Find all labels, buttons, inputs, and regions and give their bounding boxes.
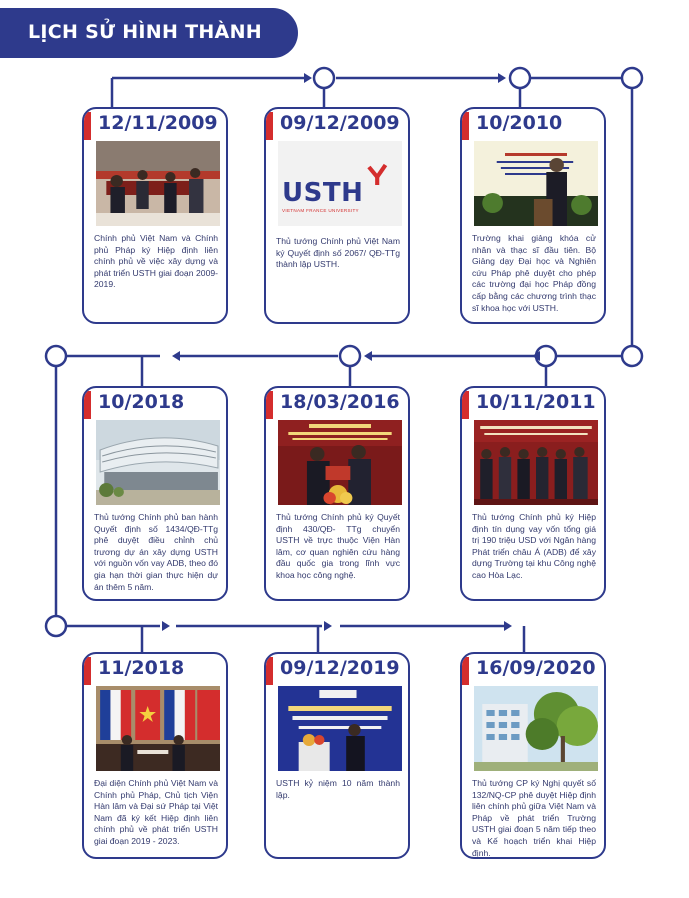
timeline-date: 10/2018 xyxy=(98,391,185,413)
timeline-node xyxy=(340,346,360,366)
loan-agreement-photo xyxy=(474,420,598,505)
timeline-node xyxy=(622,346,642,366)
usth-logo-subtitle: VIETNAM FRANCE UNIVERSITY xyxy=(282,208,359,213)
timeline-description: Thủ tướng CP ký Nghị quyết số 132/NQ-CP phê duyệt Hiệp định liên chính phủ giữa Việt Nam và Pháp về phát triển Trường USTH giai đoạn 5 năm tiếp theo và Kế hoạch triển khai Hiệp định. xyxy=(472,778,596,858)
timeline-description: Chính phủ Việt Nam và Chính phủ Pháp ký Hiệp định liên chính phủ về việc xây dựng và phát triển USTH giai đoạn 2009-2019. xyxy=(94,233,218,290)
timeline-date: 11/2018 xyxy=(98,657,185,679)
arrow-left-icon xyxy=(172,351,180,361)
opening-ceremony-photo xyxy=(474,141,598,226)
arrow-left-icon xyxy=(364,351,372,361)
flags-signing-photo xyxy=(96,686,220,771)
timeline-node xyxy=(46,346,66,366)
arrow-right-icon xyxy=(504,621,512,631)
usth-logo-text: USTH xyxy=(282,178,364,208)
handover-ceremony-photo xyxy=(278,420,402,505)
timeline-description: Thủ tướng Chính phủ ký Quyết định 430/QĐ- TTg chuyển USTH về trực thuộc Viện Hàn lâm, cơ quan nghiên cứu hàng đầu quốc gia trong lĩnh vực khoa học công nghệ. xyxy=(276,512,400,580)
timeline-description: Thủ tướng Chính phủ Việt Nam ký Quyết định số 2067/ QĐ-TTg thành lập USTH. xyxy=(276,236,400,270)
timeline-date: 10/2010 xyxy=(476,112,563,134)
timeline-card xyxy=(264,652,410,859)
timeline-card xyxy=(82,386,228,601)
timeline-description: Thủ tướng Chính phủ ký Hiệp định tín dụng vay vốn tổng giá trị 190 triệu USD với Ngân hàng Phát triển châu Á (ADB) để xây dựng Trường tại khu Công nghệ cao Hòa Lạc. xyxy=(472,512,596,580)
timeline-card xyxy=(264,386,410,601)
campus-trees-photo xyxy=(474,686,598,771)
arrow-right-icon xyxy=(324,621,332,631)
signing-ceremony-photo xyxy=(96,141,220,226)
timeline-card xyxy=(460,652,606,859)
arrow-right-icon xyxy=(304,73,312,83)
timeline-description: Trường khai giảng khóa cử nhân và thạc sĩ đầu tiên. Bộ Giảng dạy Đại học và Nghiên cứu Pháp phê duyệt cho phép các trường đại học Pháp đồng cấp bằng các chương trình thạc sĩ khoa học với USTH. xyxy=(472,233,596,313)
timeline-node xyxy=(510,68,530,88)
anniversary-photo xyxy=(278,686,402,771)
timeline-date: 18/03/2016 xyxy=(280,391,400,413)
timeline-node xyxy=(622,68,642,88)
timeline-node xyxy=(314,68,334,88)
timeline-date: 16/09/2020 xyxy=(476,657,596,679)
timeline-date: 10/11/2011 xyxy=(476,391,596,413)
arrow-right-icon xyxy=(498,73,506,83)
timeline-description: Thủ tướng Chính phủ ban hành Quyết định số 1434/QĐ-TTg phê duyệt điều chỉnh chủ trương dự án xây dựng USTH với nguồn vốn vay ADB, theo đó gia hạn thời gian thực hiện dự án thêm 5 năm. xyxy=(94,512,218,592)
timeline-card xyxy=(82,107,228,324)
timeline-card xyxy=(460,386,606,601)
timeline-date: 12/11/2009 xyxy=(98,112,218,134)
timeline-node xyxy=(46,616,66,636)
arrow-right-icon xyxy=(162,621,170,631)
timeline-date: 09/12/2019 xyxy=(280,657,400,679)
timeline-card xyxy=(82,652,228,859)
timeline-description: Đại diện Chính phủ Việt Nam và Chính phủ Pháp, Chủ tịch Viện Hàn lâm và Đại sứ Pháp tại Việt Nam đã ký kết Hiệp định liên chính phủ về phát triển USTH giai đoạn 2019 - 2023. xyxy=(94,778,218,846)
usth-logo xyxy=(278,141,402,226)
timeline-date: 09/12/2009 xyxy=(280,112,400,134)
timeline-description: USTH kỷ niệm 10 năm thành lập. xyxy=(276,778,400,800)
timeline-card xyxy=(264,107,410,324)
timeline-card xyxy=(460,107,606,324)
campus-building-photo xyxy=(96,420,220,505)
section-title: LỊCH SỬ HÌNH THÀNH xyxy=(28,21,262,43)
